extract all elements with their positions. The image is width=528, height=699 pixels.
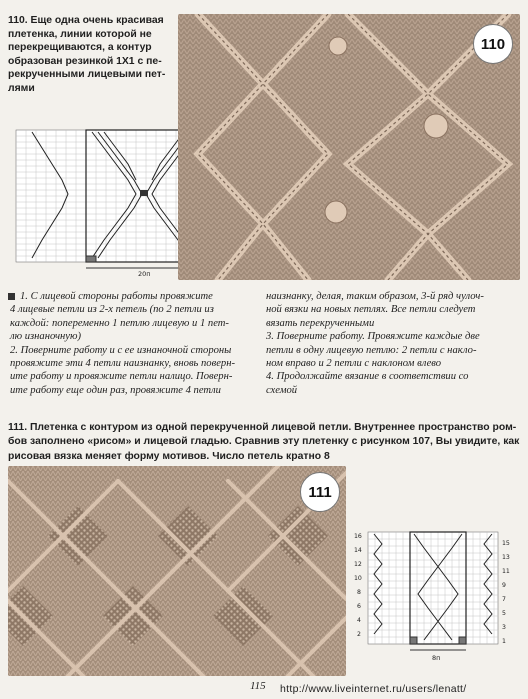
chart-111-row-number: 8 bbox=[357, 589, 361, 596]
page-number: 115 bbox=[250, 680, 266, 692]
pattern-110-badge: 110 bbox=[473, 24, 513, 64]
chart-111-width-label: 8п bbox=[432, 654, 441, 662]
chart-111-row-number: 15 bbox=[502, 540, 510, 547]
chart-110-bobble bbox=[140, 190, 148, 196]
chart-111-row-number: 10 bbox=[354, 575, 362, 582]
chart-110-width-label: 20п bbox=[138, 270, 151, 278]
chart-111-row-number: 11 bbox=[502, 568, 510, 575]
chart-111-row-number: 3 bbox=[502, 624, 506, 631]
chart-111-row-number: 16 bbox=[354, 533, 362, 540]
chart-111-row-number: 6 bbox=[357, 603, 361, 610]
pattern-111-chart bbox=[354, 530, 524, 685]
chart-111-row-number: 9 bbox=[502, 582, 506, 589]
pattern-111-badge: 111 bbox=[300, 472, 340, 512]
pattern-110-intro: 110. Еще одна очень красивая плетенка, линии которой не перекрещиваются, а контур образован резинкой 1Х1 с пе- рекрученными лицевыми пет- лями bbox=[8, 15, 166, 94]
chart-111-row-number: 12 bbox=[354, 561, 362, 568]
chart-111-row-number: 13 bbox=[502, 554, 510, 561]
chart-111-row-number: 4 bbox=[357, 617, 361, 624]
pattern-110-instructions-right: наизнанку, делая, таким образом, 3-й ряд чулоч- ной вязки на новых петлях. Все петли следует вязать перекрученными 3. Поверните работу. Провяжите каждые две петли в одну лицевую петлю: 2 петли с накло- ном вправо и 2 петли с наклоном влево 4. Продолжайте вязание в соответствии со схемой bbox=[266, 291, 484, 396]
pattern-111-photo bbox=[8, 466, 346, 676]
chart-111-row-number: 5 bbox=[502, 610, 506, 617]
watermark-url[interactable]: http://www.liveinternet.ru/users/lenatt/ bbox=[280, 683, 467, 695]
pattern-111-intro: 111. Плетенка с контуром из одной перекрученной лицевой петли. Внутреннее пространство ром- бов заполнено «рисом» и лицевой гладью. Сравнив эту плетенку с рисунком 107, Вы увидите, как рисовая вязка меняет форму мотивов. Число петель кратно 8 bbox=[8, 422, 520, 462]
pattern-110-photo bbox=[178, 14, 520, 280]
chart-111-row-number: 1 bbox=[502, 638, 506, 645]
chart-111-row-number: 2 bbox=[357, 631, 361, 638]
pattern-110-instructions-left: 1. С лицевой стороны работы провяжите 4 лицевые петли из 2-х петель (по 2 петли из каждой: попеременно 1 петлю лицевую и 1 пет- лю изнаночную) 2. Поверните работу и с ее изнаночной стороны провяжите эти 4 петли наизнанку, вновь поверн- ите работу и провяжите петли налицо. Поверн- ите работу еще один раз, провяжите 4 петли bbox=[10, 291, 235, 396]
chart-111-row-number: 7 bbox=[502, 596, 506, 603]
chart-111-row-number: 14 bbox=[354, 547, 362, 554]
